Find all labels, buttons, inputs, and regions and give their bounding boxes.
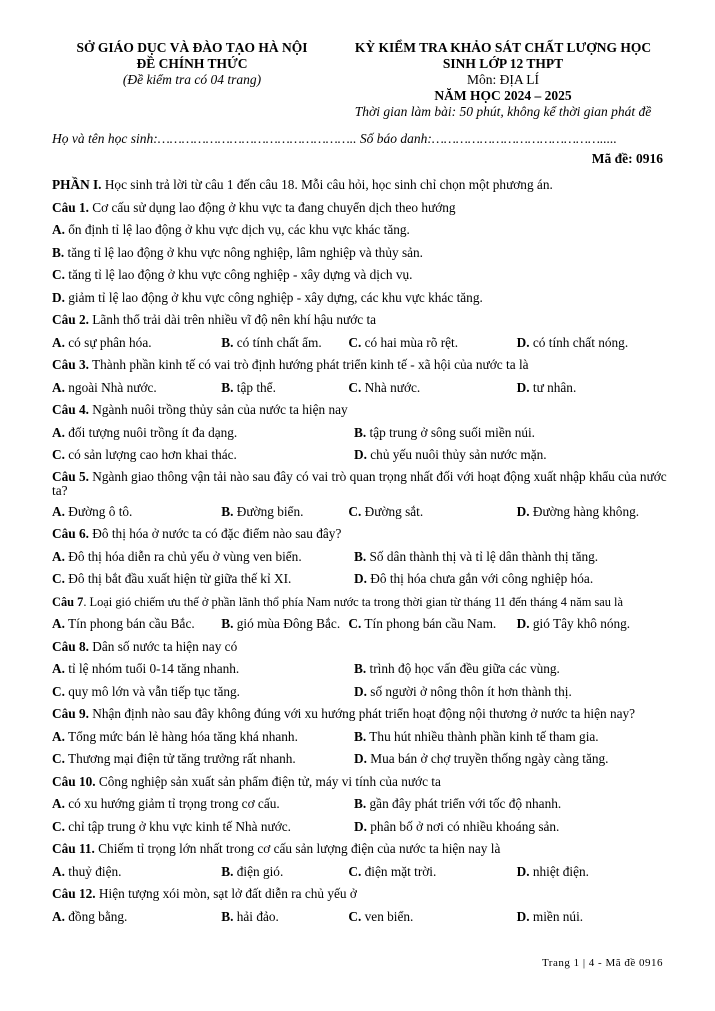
option-letter: C. <box>348 616 362 631</box>
option-text: trình độ học vấn đều giữa các vùng. <box>369 661 560 676</box>
question-stem <box>52 636 667 659</box>
option-text: tập trung ở sông suối miền núi. <box>369 424 536 440</box>
question-number: Câu 8. <box>52 638 89 654</box>
option-letter: D. <box>516 503 530 519</box>
exam-title-line1: KỲ KIỂM TRA KHẢO SÁT CHẤT LƯỢNG HỌC <box>354 40 652 55</box>
option-letter: B. <box>354 796 367 811</box>
question-number: Câu 5. <box>52 468 89 484</box>
option-letter: C. <box>52 683 65 699</box>
option-row <box>52 816 667 839</box>
option-text: Tổng mức bán lẻ hàng hóa tăng khá nhanh. <box>68 728 298 744</box>
question-number: Câu 1. <box>52 199 89 215</box>
question-number: Câu 9. <box>52 706 89 721</box>
question-number: Câu 12. <box>52 886 96 901</box>
option-row <box>52 377 667 400</box>
school-year: NĂM HỌC 2024 – 2025 <box>434 88 572 103</box>
option <box>52 906 221 929</box>
option-letter: B. <box>354 661 367 676</box>
option-letter: A. <box>52 661 65 676</box>
question-number: Câu 10. <box>52 773 96 789</box>
option-text: có xu hướng giảm tỉ trọng trong cơ cấu. <box>68 796 280 811</box>
option-letter: B. <box>221 503 234 519</box>
option-text: điện gió. <box>236 863 284 879</box>
option-text: Số dân thành thị và tỉ lệ dân thành thị tăng. <box>369 548 599 564</box>
option-letter: A. <box>52 334 65 350</box>
option-text: tỉ lệ nhóm tuổi 0-14 tăng nhanh. <box>68 661 240 676</box>
option <box>221 501 348 524</box>
option <box>354 816 559 839</box>
option-text: ổn định tỉ lệ lao động ở khu vực dịch vụ, các khu vực khác tăng. <box>68 222 410 237</box>
question-text: Đô thị hóa ở nước ta có đặc điểm nào sau đây? <box>88 526 342 541</box>
question-stem <box>52 309 667 332</box>
question-stem <box>52 771 667 794</box>
question-text: Hiện tượng xói mòn, sạt lở đất diễn ra chủ yếu ở <box>95 886 357 901</box>
option-row <box>52 861 667 884</box>
option <box>354 568 593 591</box>
option-row <box>52 613 667 636</box>
option <box>52 264 667 287</box>
option <box>52 681 354 704</box>
option-letter: C. <box>52 751 65 766</box>
option-letter: D. <box>354 447 367 462</box>
option-text: chủ yếu nuôi thủy sản nước mặn. <box>370 447 547 462</box>
option <box>52 444 354 467</box>
option-text: có hai mùa rõ rệt. <box>364 334 459 350</box>
option-letter: B. <box>221 334 234 350</box>
option <box>52 793 354 816</box>
option-text: thuỷ điện. <box>68 863 122 879</box>
option-letter: C. <box>52 267 65 282</box>
option-letter: C. <box>348 863 362 879</box>
option <box>52 501 221 524</box>
option-letter: D. <box>354 571 367 586</box>
option-text: tăng tỉ lệ lao động ở khu vực công nghiệp - xây dựng và dịch vụ. <box>68 267 413 282</box>
questions <box>52 174 667 928</box>
option-text: Đô thị bắt đầu xuất hiện từ giữa thế kỉ XI. <box>68 571 292 586</box>
option-letter: D. <box>52 289 65 305</box>
option-letter: B. <box>221 379 234 395</box>
option-letter: C. <box>52 818 65 834</box>
question-text: Cơ cấu sử dụng lao động ở khu vực ta đang chuyển dịch theo hướng <box>88 199 456 215</box>
option-letter: D. <box>516 908 530 924</box>
option-letter: A. <box>52 908 65 924</box>
option <box>517 332 667 355</box>
option-text: giảm tỉ lệ lao động ở khu vực công nghiệp - xây dựng, các khu vực khác tăng. <box>68 289 483 305</box>
question-number: Câu 2. <box>52 312 89 327</box>
option-row <box>52 748 667 771</box>
question-stem <box>52 467 667 501</box>
option-letter: D. <box>516 379 530 395</box>
option <box>52 748 354 771</box>
option <box>52 287 667 310</box>
option-letter: B. <box>221 863 234 879</box>
option-text: Tín phong bán cầu Nam. <box>364 616 497 631</box>
exam-title-line2: SINH LỚP 12 THPT <box>442 56 564 71</box>
part-text: Học sinh trả lời từ câu 1 đến câu 18. Mỗi câu hỏi, học sinh chỉ chọn một phương án. <box>101 177 553 192</box>
option-row <box>52 422 667 445</box>
option-letter: A. <box>52 503 65 519</box>
option-row <box>52 793 667 816</box>
option <box>354 444 547 467</box>
option-row <box>52 681 667 704</box>
option-text: Đường sắt. <box>364 503 424 519</box>
option <box>354 681 572 704</box>
option-text: có sự phân hóa. <box>68 334 152 350</box>
option-text: đồng bằng. <box>68 908 128 924</box>
option-text: điện mặt trời. <box>364 863 437 879</box>
option-letter: C. <box>52 571 65 586</box>
question-text: Ngành nuôi trồng thủy sản của nước ta hiện nay <box>88 402 348 417</box>
option-text: Đường biển. <box>236 503 304 519</box>
question-text: Lãnh thổ trải dài trên nhiều vĩ độ nên khí hậu nước ta <box>88 312 377 327</box>
option-text: Mua bán ở chợ truyền thống ngày càng tăng. <box>370 751 609 766</box>
question-stem <box>52 197 667 220</box>
page-count-note: (Đề kiểm tra có 04 trang) <box>122 72 262 87</box>
question-text: Ngành giao thông vận tải nào sau đây có vai trò quan trọng nhất đối với hoạt động xuất nhập khẩu của nước ta? <box>52 468 667 498</box>
option-text: Đô thị hóa diễn ra chủ yếu ở vùng ven biển. <box>68 548 302 564</box>
option-text: gió Tây khô nóng. <box>532 616 631 631</box>
option <box>52 658 354 681</box>
option <box>52 816 354 839</box>
student-info-line: Họ và tên học sinh:………………………………………….. Số báo danh:……………………………………..... <box>52 131 617 146</box>
option-letter: B. <box>354 548 367 564</box>
option-text: có sản lượng cao hơn khai thác. <box>68 447 237 462</box>
question-number: Câu 11. <box>52 841 95 856</box>
header-right <box>328 40 678 120</box>
question-text: Công nghiệp sản xuất sản phẩm điện tử, máy vi tính của nước ta <box>95 773 441 789</box>
option-letter: C. <box>52 447 65 462</box>
option <box>52 242 667 265</box>
question-text: Thành phần kinh tế có vai trò định hướng phát triển kinh tế - xã hội của nước ta là <box>88 357 529 372</box>
exam-code: Mã đề: 0916 <box>591 151 663 166</box>
question-stem <box>52 523 667 546</box>
option <box>348 501 516 524</box>
option-letter: B. <box>52 244 65 260</box>
part-label: PHẦN I. <box>52 177 102 192</box>
option-row <box>52 546 667 569</box>
option-letter: A. <box>52 222 65 237</box>
header-left <box>42 40 342 88</box>
option <box>354 658 560 681</box>
option <box>348 613 516 636</box>
option-text: Thương mại điện tử tăng trưởng rất nhanh. <box>68 751 296 766</box>
option-text: tư nhân. <box>532 379 577 395</box>
department-name: SỞ GIÁO DỤC VÀ ĐÀO TẠO HÀ NỘI <box>76 40 308 55</box>
option <box>52 726 354 749</box>
question-number: Câu 6. <box>52 526 89 541</box>
option <box>517 861 667 884</box>
option <box>52 861 221 884</box>
question-stem <box>52 838 667 861</box>
question-stem <box>52 883 667 906</box>
option-text: có tính chất nóng. <box>532 334 629 350</box>
option-letter: B. <box>354 728 367 744</box>
question-text: Dân số nước ta hiện nay có <box>88 638 238 654</box>
option-letter: D. <box>354 818 367 834</box>
question-stem <box>52 703 667 726</box>
option-letter: A. <box>52 863 65 879</box>
option-row <box>52 658 667 681</box>
question-stem <box>52 591 667 614</box>
option-row <box>52 444 667 467</box>
option-row <box>52 501 667 524</box>
option <box>221 613 348 636</box>
official-label: ĐỀ CHÍNH THỨC <box>136 56 248 71</box>
option <box>221 377 348 400</box>
option <box>348 332 516 355</box>
option <box>517 377 667 400</box>
option-text: tập thể. <box>236 379 276 395</box>
page-footer: Trang 1 | 4 - Mã đề 0916 <box>541 957 663 969</box>
option <box>52 377 221 400</box>
option-text: đối tượng nuôi trồng ít đa dạng. <box>68 424 238 440</box>
option-text: chỉ tập trung ở khu vực kinh tế Nhà nước. <box>68 818 291 834</box>
option-letter: C. <box>348 503 362 519</box>
option-text: nhiệt điện. <box>532 863 590 879</box>
option <box>354 546 598 569</box>
option-text: Đô thị hóa chưa gắn với công nghiệp hóa. <box>370 571 594 586</box>
option <box>221 861 348 884</box>
option <box>52 546 354 569</box>
option <box>348 861 516 884</box>
option <box>517 906 667 929</box>
option-text: có tính chất ẩm. <box>236 334 322 350</box>
option-letter: A. <box>52 796 65 811</box>
option-letter: C. <box>348 379 362 395</box>
option <box>517 501 667 524</box>
option <box>221 332 348 355</box>
option-row <box>52 332 667 355</box>
option <box>52 422 354 445</box>
option-text: số người ở nông thôn ít hơn thành thị. <box>370 683 572 699</box>
question-text: . Loại gió chiếm ưu thế ở phần lãnh thổ phía Nam nước ta trong thời gian từ tháng 11 đến tháng 4 năm sau là <box>83 594 623 609</box>
option-letter: A. <box>52 616 65 631</box>
time-limit: Thời gian làm bài: 50 phút, không kể thời gian phát đề <box>354 104 652 119</box>
option-text: phân bố ở nơi có nhiều khoáng sản. <box>370 818 560 834</box>
option <box>354 726 599 749</box>
option-text: tăng tỉ lệ lao động ở khu vực nông nghiệp, lâm nghiệp và thủy sản. <box>67 244 423 260</box>
question-number: Câu 3. <box>52 357 89 372</box>
option-text: gần đây phát triển với tốc độ nhanh. <box>369 796 562 811</box>
option <box>354 422 535 445</box>
option-letter: C. <box>348 334 362 350</box>
option-letter: D. <box>516 863 530 879</box>
option-letter: A. <box>52 728 65 744</box>
option-text: Thu hút nhiều thành phần kinh tế tham gia. <box>369 728 599 744</box>
option-text: quy mô lớn và vẫn tiếp tục tăng. <box>68 683 240 699</box>
option-letter: D. <box>354 683 367 699</box>
option-text: miền núi. <box>532 908 584 924</box>
option-letter: D. <box>516 334 530 350</box>
option <box>354 748 608 771</box>
question-number: Câu 4. <box>52 402 89 417</box>
option-letter: B. <box>354 424 367 440</box>
option-text: Đường hàng không. <box>532 503 640 519</box>
option-letter: D. <box>354 751 367 766</box>
option-text: hải đảo. <box>236 908 279 924</box>
option <box>221 906 348 929</box>
question-number: Câu 7 <box>52 594 84 609</box>
option <box>517 613 667 636</box>
question-text: Chiếm tỉ trọng lớn nhất trong cơ cấu sản lượng điện của nước ta hiện nay là <box>94 841 501 856</box>
option-letter: C. <box>348 908 362 924</box>
question-text: Nhận định nào sau đây không đúng với xu hướng phát triển hoạt động nội thương ở nước ta hiện nay? <box>88 706 636 721</box>
option <box>348 906 516 929</box>
option <box>52 613 221 636</box>
question-stem <box>52 354 667 377</box>
option-letter: A. <box>52 548 65 564</box>
option-text: ngoài Nhà nước. <box>68 379 157 395</box>
option <box>52 332 221 355</box>
part-heading <box>52 174 667 197</box>
option <box>52 219 667 242</box>
option-letter: B. <box>221 616 234 631</box>
option-text: Đường ô tô. <box>68 503 133 519</box>
option <box>354 793 561 816</box>
option-text: ven biển. <box>364 908 414 924</box>
subject: Môn: ĐỊA LÍ <box>467 72 539 87</box>
question-stem <box>52 399 667 422</box>
option-row <box>52 568 667 591</box>
option-row <box>52 906 667 929</box>
option-row <box>52 726 667 749</box>
option <box>348 377 516 400</box>
option-letter: A. <box>52 379 65 395</box>
option-text: Nhà nước. <box>364 379 421 395</box>
option-letter: A. <box>52 424 65 440</box>
option-letter: D. <box>516 616 530 631</box>
option <box>52 568 354 591</box>
option-text: Tín phong bán cầu Bắc. <box>68 616 195 631</box>
option-letter: B. <box>221 908 234 924</box>
option-text: gió mùa Đông Bắc. <box>236 616 341 631</box>
